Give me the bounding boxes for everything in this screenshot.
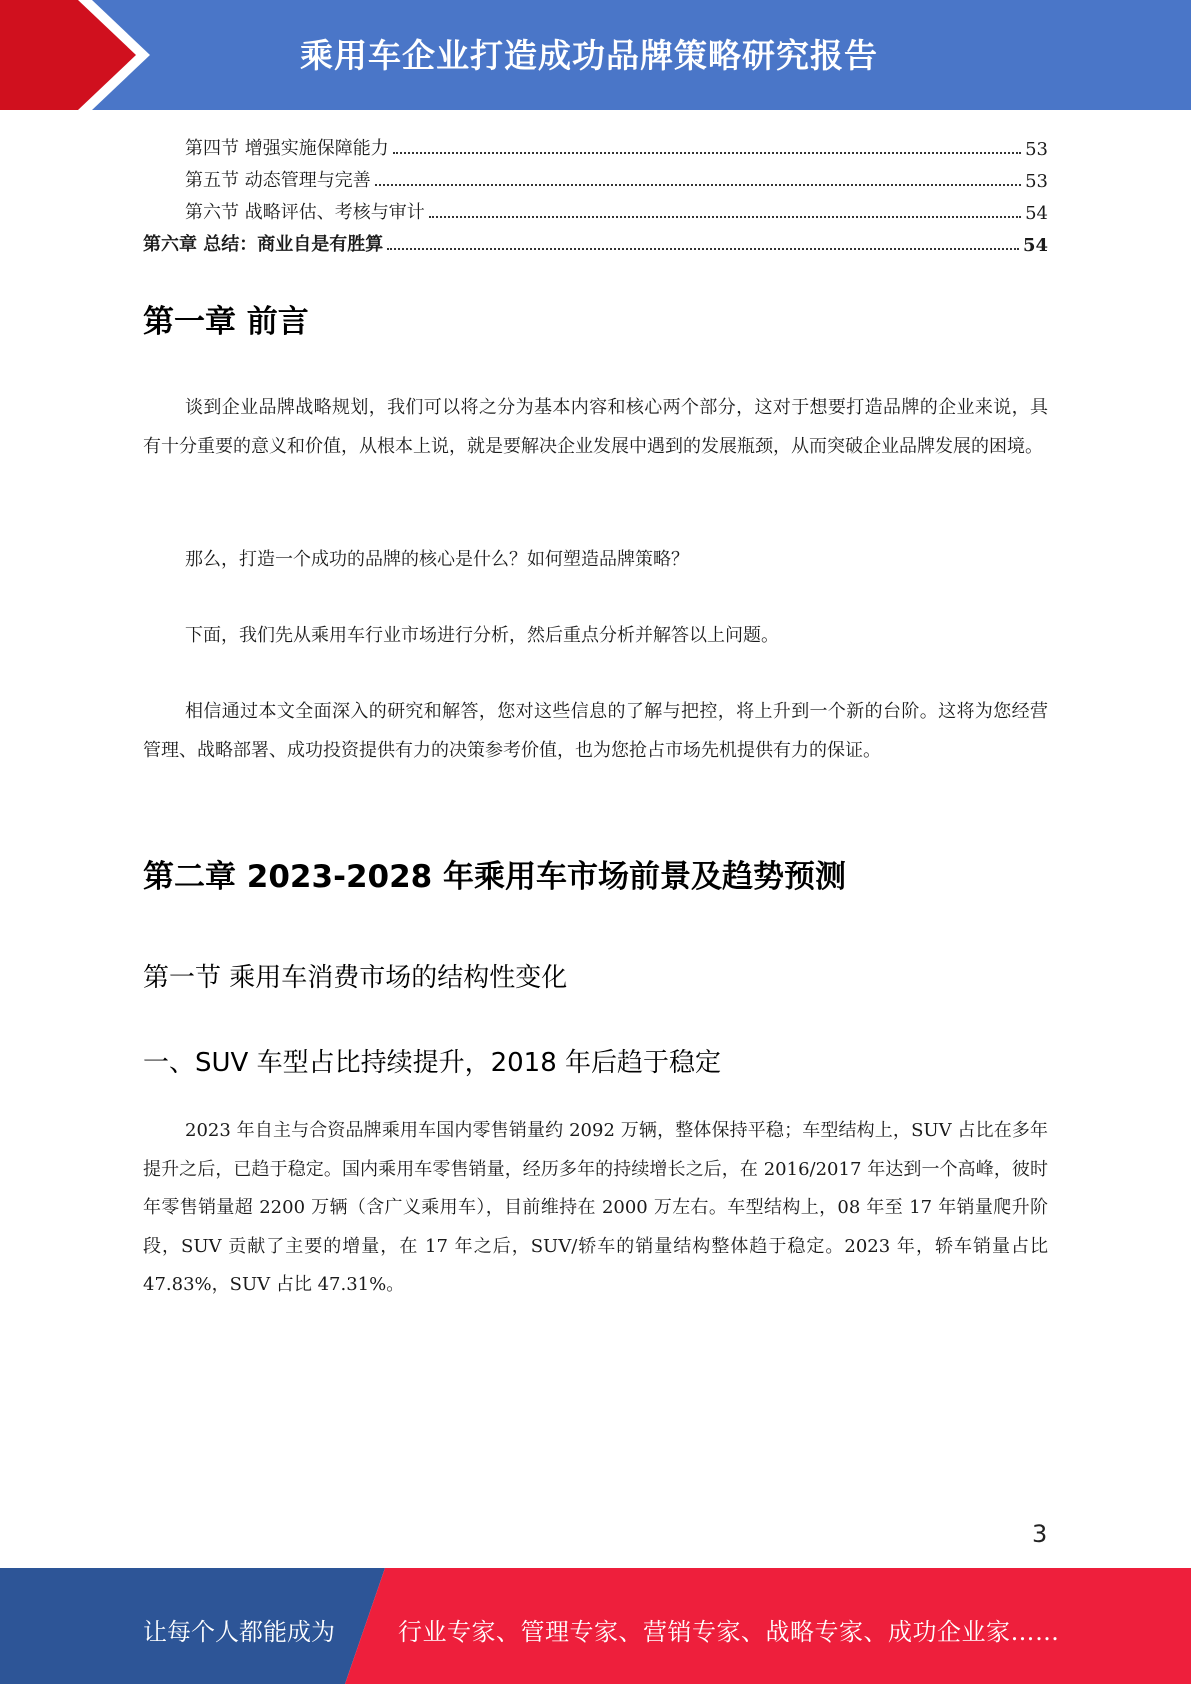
toc-entry-label: 第六章 总结：商业自是有胜算: [143, 234, 384, 255]
chapter1-paragraph-4: 相信通过本文全面深入的研究和解答，您对这些信息的了解与把控，将上升到一个新的台阶。这将为您经营管理、战略部署、成功投资提供有力的决策参考价值，也为您抢占市场先机提供有力的保证。: [143, 701, 1048, 761]
toc-entry-chapter[interactable]: [143, 224, 1048, 256]
toc-leader-dots: [393, 152, 1021, 154]
toc-leader-dots: [429, 216, 1021, 218]
page-number: 3: [1032, 1520, 1048, 1548]
subsection-heading: 一、SUV 车型占比持续提升，2018 年后趋于稳定: [143, 1048, 722, 1078]
toc-leader-dots: [387, 248, 1019, 250]
table-of-contents: [143, 128, 1048, 256]
chapter2-heading: 第二章 2023-2028 年乘用车市场前景及趋势预测: [143, 859, 847, 895]
header-bar: [0, 0, 1191, 110]
toc-entry[interactable]: [143, 192, 1048, 224]
toc-entry-page: 53: [1025, 171, 1048, 192]
footer-slogan-left: 让每个人都能成为: [143, 1618, 335, 1646]
toc-leader-dots: [375, 184, 1021, 186]
toc-entry-label: 第四节 增强实施保障能力: [185, 138, 389, 159]
chapter1-paragraph-3: 下面，我们先从乘用车行业市场进行分析，然后重点分析并解答以上问题。: [185, 625, 779, 646]
toc-entry-label: 第六节 战略评估、考核与审计: [185, 202, 425, 223]
toc-entry[interactable]: [143, 128, 1048, 160]
chapter2-paragraph: 2023 年自主与合资品牌乘用车国内零售销量约 2092 万辆，整体保持平稳；车型结构上，SUV 占比在多年提升之后，已趋于稳定。国内乘用车零售销量，经历多年的持续增长之后，在 2016/2017 年达到一个高峰，彼时年零售销量超 2200 万辆（含广义乘用车），目前维持在 2000 万左右。车型结构上，08 年至 17 年销量爬升阶段，SUV 贡献了主要的增量，在 17 年之后，SUV/轿车的销量结构整体趋于稳定。2023 年，轿车销量占比 47.83%，SUV 占比 47.31%。: [143, 1120, 1048, 1295]
section-heading: 第一节 乘用车消费市场的结构性变化: [143, 963, 568, 993]
toc-entry-page: 54: [1022, 235, 1048, 256]
report-title: 乘用车企业打造成功品牌策略研究报告: [300, 36, 878, 75]
toc-entry-page: 54: [1025, 203, 1048, 224]
chapter1-paragraph-2: 那么，打造一个成功的品牌的核心是什么？如何塑造品牌策略？: [185, 549, 689, 570]
toc-entry[interactable]: [143, 160, 1048, 192]
toc-entry-label: 第五节 动态管理与完善: [185, 170, 371, 191]
chapter1-heading: 第一章 前言: [143, 304, 309, 340]
chapter1-paragraph-1: 谈到企业品牌战略规划，我们可以将之分为基本内容和核心两个部分，这对于想要打造品牌的企业来说，具有十分重要的意义和价值，从根本上说，就是要解决企业发展中遇到的发展瓶颈，从而突破企业品牌发展的困境。: [143, 397, 1048, 457]
footer-slogan-right: 行业专家、管理专家、营销专家、战略专家、成功企业家……: [398, 1618, 1060, 1646]
toc-entry-page: 53: [1025, 139, 1048, 160]
header-red-chevron: [0, 0, 150, 110]
